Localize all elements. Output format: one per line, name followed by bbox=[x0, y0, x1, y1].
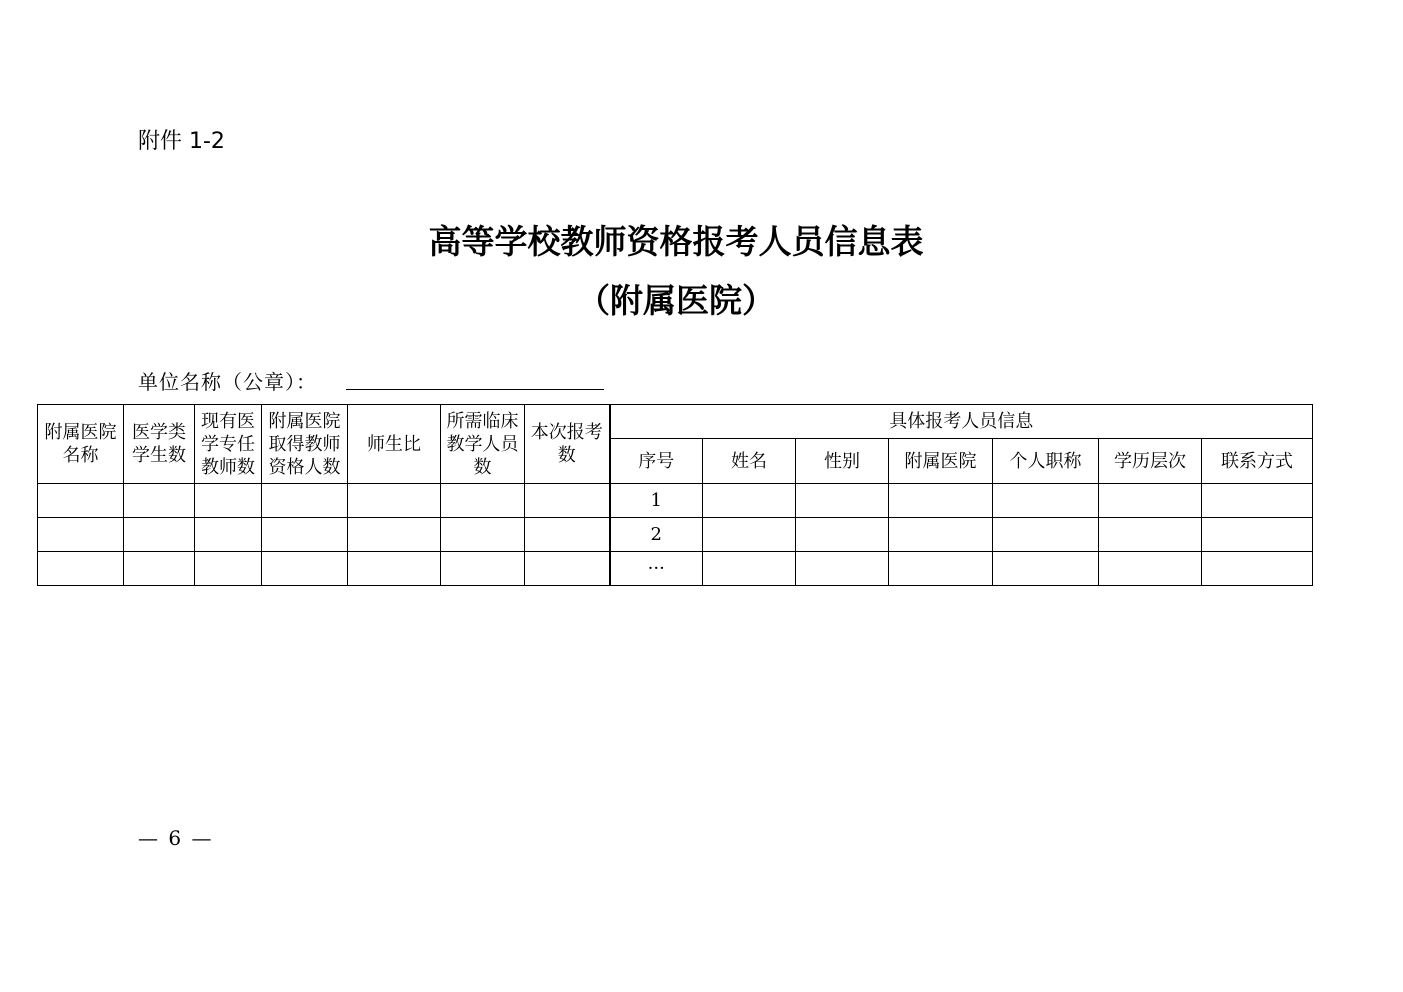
header-hospital-name: 附属医院名称 bbox=[38, 405, 124, 484]
subheader-contact: 联系方式 bbox=[1202, 439, 1313, 484]
subheader-education: 学历层次 bbox=[1099, 439, 1202, 484]
table-cell bbox=[262, 518, 348, 552]
row-number: 1 bbox=[610, 484, 703, 518]
header-current-teachers: 现有医学专任教师数 bbox=[195, 405, 262, 484]
header-required-clinical-staff: 所需临床教学人员数 bbox=[441, 405, 525, 484]
subheader-gender: 性别 bbox=[796, 439, 889, 484]
table-cell bbox=[38, 518, 124, 552]
table-cell bbox=[1202, 552, 1313, 586]
page-subtitle: （附属医院） bbox=[577, 281, 775, 320]
table-cell bbox=[796, 552, 889, 586]
table-row bbox=[38, 552, 1313, 586]
header-applicant-count: 本次报考数 bbox=[525, 405, 610, 484]
table-cell bbox=[1099, 484, 1202, 518]
subheader-serial: 序号 bbox=[610, 439, 703, 484]
subheader-title: 个人职称 bbox=[993, 439, 1099, 484]
table-cell bbox=[124, 552, 195, 586]
table-cell bbox=[796, 518, 889, 552]
table-cell bbox=[525, 552, 610, 586]
table-cell bbox=[124, 518, 195, 552]
table-cell bbox=[38, 484, 124, 518]
page-title: 高等学校教师资格报考人员信息表 bbox=[428, 222, 924, 261]
subheader-name: 姓名 bbox=[703, 439, 796, 484]
table-cell bbox=[348, 552, 441, 586]
table-cell bbox=[525, 484, 610, 518]
table-cell bbox=[703, 484, 796, 518]
table-cell bbox=[348, 518, 441, 552]
table-cell bbox=[796, 484, 889, 518]
table-cell bbox=[1099, 518, 1202, 552]
table-cell bbox=[348, 484, 441, 518]
table-cell bbox=[262, 552, 348, 586]
table-cell bbox=[889, 484, 993, 518]
table-cell bbox=[195, 552, 262, 586]
table-cell bbox=[703, 518, 796, 552]
unit-name-label: 单位名称（公章）： bbox=[138, 370, 317, 394]
row-number: 2 bbox=[610, 518, 703, 552]
table-cell bbox=[1202, 518, 1313, 552]
table-cell bbox=[889, 552, 993, 586]
page-number-footer: — 6 — bbox=[138, 826, 214, 850]
table-cell bbox=[993, 484, 1099, 518]
attachment-label: 附件 1-2 bbox=[138, 129, 225, 154]
unit-name-blank-line bbox=[346, 389, 604, 390]
table-cell bbox=[703, 552, 796, 586]
row-number: ··· bbox=[610, 552, 703, 586]
table-cell bbox=[1099, 552, 1202, 586]
table-cell bbox=[525, 518, 610, 552]
table-cell bbox=[262, 484, 348, 518]
table-cell bbox=[441, 552, 525, 586]
header-teacher-student-ratio: 师生比 bbox=[348, 405, 441, 484]
table-cell bbox=[441, 484, 525, 518]
table-cell bbox=[195, 484, 262, 518]
table-cell bbox=[993, 552, 1099, 586]
table-cell bbox=[1202, 484, 1313, 518]
table-row bbox=[38, 484, 1313, 518]
header-medical-students: 医学类学生数 bbox=[124, 405, 195, 484]
table-cell bbox=[889, 518, 993, 552]
applicant-info-table bbox=[37, 404, 1313, 586]
table-cell bbox=[38, 552, 124, 586]
header-group-applicant-info: 具体报考人员信息 bbox=[610, 405, 1313, 439]
table-cell bbox=[993, 518, 1099, 552]
table-cell bbox=[124, 484, 195, 518]
table-row bbox=[38, 518, 1313, 552]
table-cell bbox=[441, 518, 525, 552]
header-qualified-count: 附属医院取得教师资格人数 bbox=[262, 405, 348, 484]
subheader-hospital: 附属医院 bbox=[889, 439, 993, 484]
table-cell bbox=[195, 518, 262, 552]
